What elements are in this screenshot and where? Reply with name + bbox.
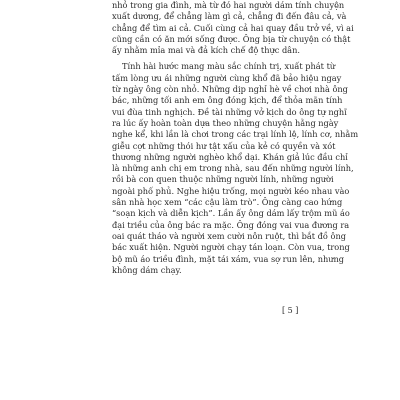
text-line: xuất dương, để chẳng làm gì cả, chẳng đi đến đâu cả, và [112, 11, 347, 22]
text-line: tấm lòng ưu ái những người cùng khổ đã bảo hiệu ngay [112, 72, 342, 83]
text-line: không dám chạy. [112, 264, 182, 275]
text-line: oai quát tháo và người xem cười nôn ruột, thì bắt đồ ông [112, 230, 346, 241]
text-line: ngoài phố phủ. Nghe hiệu trống, mọi người kéo nhau vào [112, 185, 350, 196]
text-line: “soạn kịch và diễn kịch”. Lần ấy ông dám lấy trộm mũ áo [112, 208, 350, 219]
paragraph-2 [112, 61, 359, 276]
text-line: ra lúc ấy hoàn toàn dựa theo những chuyện hằng ngày [112, 117, 339, 128]
text-line: từ ngày ông còn nhỏ. Những dịp nghỉ hè về chơi nhà ông [112, 84, 348, 95]
text-line: là những anh chị em trong nhà, sau đến những người lính, [112, 163, 354, 174]
text-line: thương những người nghèo khổ dại. Khán giả lúc đầu chỉ [112, 151, 348, 162]
text-column [112, 0, 359, 276]
text-line: Tính hài hước mang màu sắc chính trị, xuất phát từ [122, 61, 336, 72]
text-line: chẳng để tìm ai cả. Cuối cùng cả hai quay đầu trở về, vì ai [112, 22, 354, 33]
text-line: cũng cần có ăn mới sống được. Ông bịa từ chuyện có thật [112, 33, 351, 44]
text-line: đại triều của ông bác ra mặc. Ông đóng vai vua đương ra [112, 219, 350, 230]
text-line: giễu cợt những thói hư tật xấu của kẻ có quyền và xót [112, 140, 336, 151]
text-line: vui đùa tinh nghịch. Đề tài những vở kịch do ông tự nghĩ [112, 106, 347, 117]
text-line: nghe kể, khi lần là chơi trong các trại lính lệ, lính cơ, nhằm [112, 129, 359, 140]
text-line: nhỏ trong gia đình, mà từ đó hai người dám tính chuyện [112, 0, 345, 10]
text-line: ấy nhằm mỉa mai và đả kích chế độ thực dân. [112, 45, 300, 56]
text-line: bộ mũ áo triều đình, mặt tái xám, vua sợ run lên, nhưng [112, 253, 345, 264]
text-line: rồi bà con quen thuộc những người lính, những người [112, 174, 334, 185]
text-line: bác xuất hiện. Người người chạy tán loạn. Còn vua, trong [112, 242, 350, 253]
text-line: sân nhà học xem “các cậu làm trò”. Ông càng cao hứng [112, 197, 343, 208]
text-line: bác, những tối anh em ông đóng kịch, để thỏa mãn tính [112, 95, 343, 106]
paragraph-1 [112, 0, 354, 56]
page-number: [ 5 ] [282, 306, 299, 315]
